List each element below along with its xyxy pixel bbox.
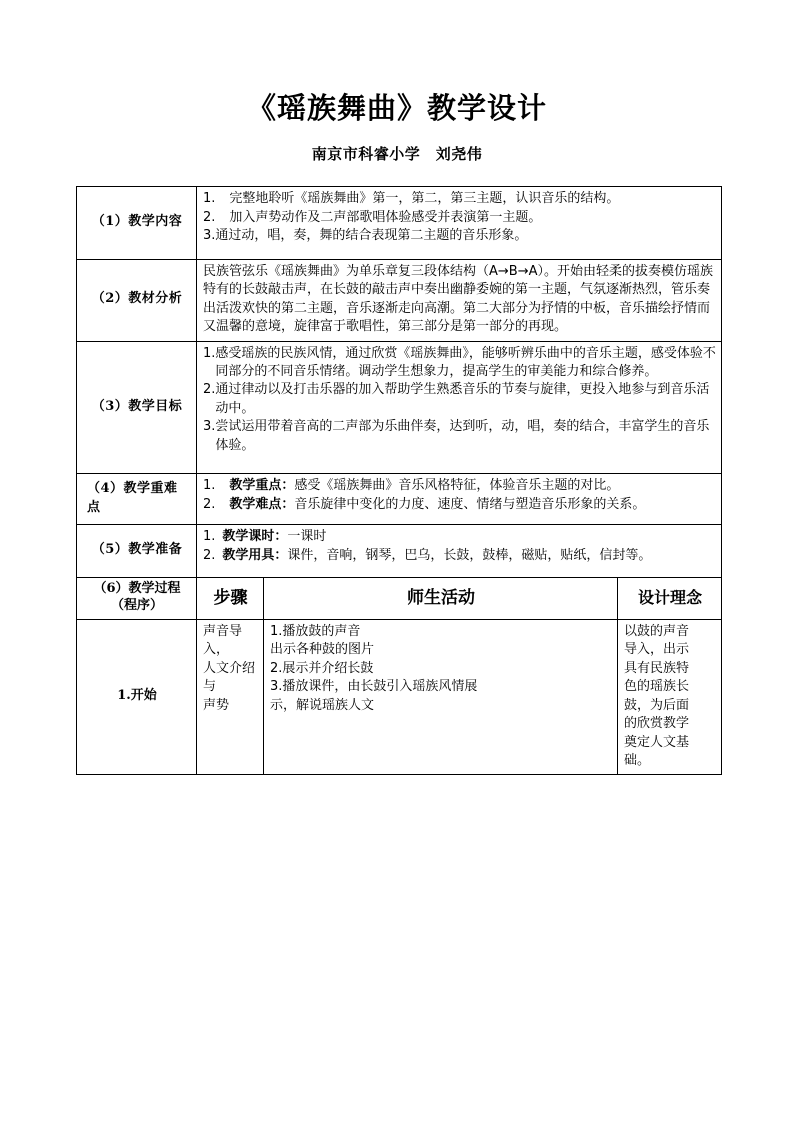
process-step-line: 声音导入， <box>203 623 243 658</box>
teaching-process-table <box>76 577 722 775</box>
process-table-row <box>77 619 722 775</box>
process-stage-label: 1.开始 <box>77 619 197 775</box>
row-label-material-analysis: （2）教材分析 <box>77 259 197 341</box>
process-header-idea: 设计理念 <box>618 578 722 620</box>
list-item-number: 2. <box>203 209 216 225</box>
table-row-key-difficult-points <box>77 474 722 525</box>
list-item <box>203 477 716 495</box>
process-activity-line: 2.展示并介绍长鼓 <box>270 660 374 676</box>
process-idea-line: 具有民族特 <box>624 660 690 676</box>
process-idea-line: 础。 <box>624 753 651 768</box>
list-item-detail: 课件，音响，钢琴，巴乌，长鼓，鼓棒，磁贴，贴纸，信封等。 <box>287 547 652 563</box>
list-item-text: 完整地聆听《瑶族舞曲》第一，第二，第三主题，认识音乐的结构。 <box>229 191 620 207</box>
list-item-number: 2. <box>203 547 216 563</box>
lesson-plan-table <box>76 186 722 578</box>
process-idea-line: 的欣赏教学 <box>624 716 690 732</box>
process-idea-line: 奠定人文基 <box>624 734 690 750</box>
list-item-emphasis: 教学难点： <box>229 496 295 512</box>
list-item-number: 3. <box>203 228 216 244</box>
list-item-detail: 感受《瑶族舞曲》音乐风格特征，体验音乐主题的对比。 <box>294 478 620 494</box>
list-item-number: 1. <box>203 191 216 207</box>
process-activity-line: 1.播放鼓的声音 <box>270 623 361 639</box>
table-row-preparation <box>77 525 722 578</box>
row-body-teaching-content <box>197 187 722 259</box>
list-item-text <box>229 496 716 514</box>
list-item-number: 3. <box>203 419 216 435</box>
row-label-teaching-content: （1）教学内容 <box>77 187 197 259</box>
list-item-text: 通过动，唱，奏，舞的结合表现第二主题的音乐形象。 <box>215 228 528 244</box>
list-item <box>203 227 716 245</box>
process-idea-line: 导入，出示 <box>624 642 690 658</box>
process-header-activity: 师生活动 <box>264 578 618 620</box>
process-activity-cell <box>264 619 618 775</box>
list-item <box>203 418 716 455</box>
process-activity-line: 出示各种鼓的图片 <box>270 642 375 658</box>
document-subtitle: 南京市科睿小学 刘尧伟 <box>311 145 483 164</box>
process-activity-line: 示，解说瑶族人文 <box>270 697 375 713</box>
list-item-number: 1. <box>203 529 216 545</box>
list-item-text: 加入声势动作及二声部歌唱体验感受并表演第一主题。 <box>229 209 542 225</box>
list-item-emphasis: 教学课时： <box>222 529 288 545</box>
process-header-program-line1: （6）教学过程 <box>93 581 181 597</box>
process-idea-line: 鼓，为后面 <box>624 697 690 713</box>
list-item-text: 感受瑶族的民族风情，通过欣赏《瑶族舞曲》，能够听辨乐曲中的音乐主题，感受体验不同部分的不同音乐情绪。调动学生想象力，提高学生的审美能力和综合修养。 <box>215 345 716 379</box>
list-item <box>203 381 716 418</box>
list-item-text <box>229 477 716 495</box>
process-idea-line: 色的瑶族长 <box>624 679 690 695</box>
list-item-detail: 音乐旋律中变化的力度、速度、情绪与塑造音乐形象的关系。 <box>294 496 646 512</box>
table-row-objectives <box>77 341 722 474</box>
row-body-key-difficult-points <box>197 474 722 525</box>
table-row-teaching-content <box>77 187 722 259</box>
row-label-key-difficult-points: （4）教学重难点 <box>77 474 197 525</box>
page-title: 《瑶族舞曲》教学设计 <box>246 91 547 125</box>
row-body-objectives <box>197 341 722 474</box>
process-step-cell <box>197 619 264 775</box>
list-item-text: 通过律动以及打击乐器的加入帮助学生熟悉音乐的节奏与旋律，更投入地参与到音乐活动中。 <box>215 382 710 416</box>
list-item-number: 2. <box>203 382 216 398</box>
material-analysis-text: 民族管弦乐《瑶族舞曲》为单乐章复三段体结构（A→B→A）。开始由轻柔的拔奏模仿瑶族特有的长鼓敲击声，在长鼓的敲击声中奏出幽静委婉的第一主题，气氛逐渐热烈，管乐奏出活泼欢快的第二主题，音乐逐渐走向高潮。第二大部分为抒情的中板，音乐描绘抒情而又温馨的意境，旋律富于歌唱性，第三部分是第一部分的再现。 <box>203 263 713 335</box>
process-activity-line: 3.播放课件，由长鼓引入瑶族风情展 <box>270 679 478 695</box>
row-label-preparation: （5）教学准备 <box>77 525 197 578</box>
process-table-header-row <box>77 578 722 620</box>
list-item <box>203 345 716 382</box>
list-item-number: 2. <box>203 496 216 512</box>
table-row-material-analysis <box>77 259 722 341</box>
row-body-material-analysis <box>197 259 722 341</box>
list-item <box>203 547 716 565</box>
process-idea-line: 以鼓的声音 <box>624 623 690 639</box>
list-item-detail: 一课时 <box>287 529 327 545</box>
process-header-step: 步骤 <box>197 578 264 620</box>
process-step-line: 人文介绍与 <box>203 660 256 695</box>
process-header-program-line2: （程序） <box>110 597 163 613</box>
list-item-number: 1. <box>203 345 216 361</box>
list-item <box>203 209 716 227</box>
list-item-text <box>222 547 716 565</box>
list-item <box>203 496 716 514</box>
list-item <box>203 190 716 208</box>
process-header-program <box>77 578 197 620</box>
row-label-objectives: （3）教学目标 <box>77 341 197 474</box>
process-step-line: 声势 <box>203 697 230 713</box>
list-item <box>203 528 716 546</box>
row-body-preparation <box>197 525 722 578</box>
list-item-emphasis: 教学用具： <box>222 547 288 563</box>
list-item-emphasis: 教学重点： <box>229 478 295 494</box>
process-idea-cell <box>618 619 722 775</box>
list-item-text: 尝试运用带着音高的二声部为乐曲伴奏，达到听，动，唱，奏的结合，丰富学生的音乐体验。 <box>215 419 710 453</box>
list-item-text <box>222 528 716 546</box>
list-item-number: 1. <box>203 478 216 494</box>
